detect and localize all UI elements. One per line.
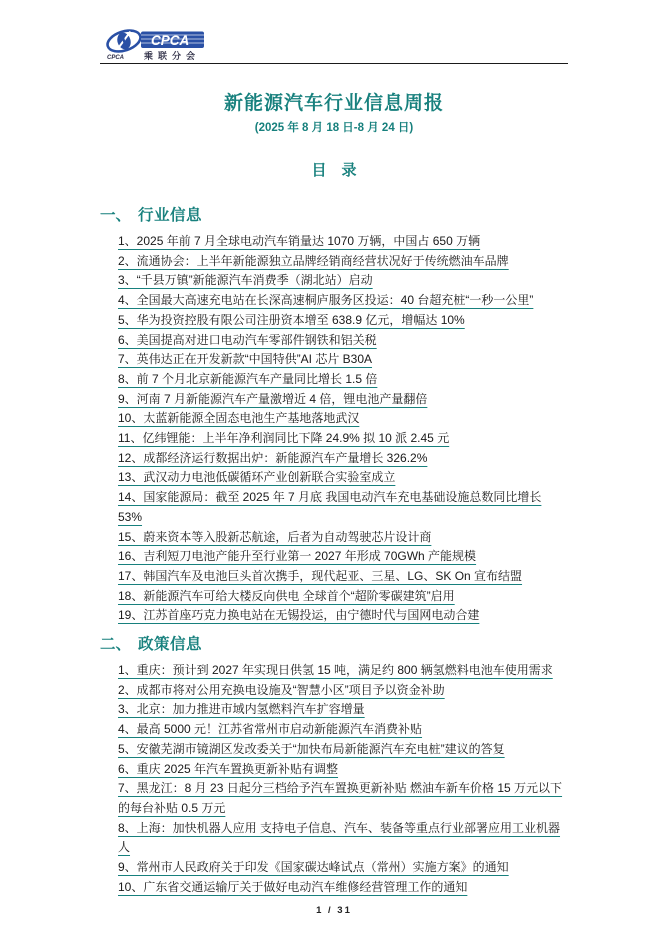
toc-item-link[interactable]: 19、江苏首座巧克力换电站在无锡投运，由宁德时代与国网电动合建 xyxy=(118,608,480,623)
toc-item-link[interactable]: 10、太蓝新能源全固态电池生产基地落地武汉 xyxy=(118,411,360,426)
toc-item-link[interactable]: 8、前 7 个月北京新能源汽车产量同比增长 1.5 倍 xyxy=(118,371,378,386)
toc-item-link[interactable]: 4、最高 5000 元！江苏省常州市启动新能源汽车消费补贴 xyxy=(118,722,423,737)
report-date-range: (2025 年 8 月 18 日-8 月 24 日) xyxy=(254,122,414,134)
toc-item-link[interactable]: 12、成都经济运行数据出炉：新能源汽车产量增长 326.2% xyxy=(118,450,428,465)
section-title: 政策信息 xyxy=(138,636,203,654)
toc-item-link[interactable]: 2、流通协会：上半年新能源独立品牌经销商经营状况好于传统燃油车品牌 xyxy=(118,253,509,268)
toc-item-link[interactable]: 2、成都市将对公用充换电设施及“智慧小区”项目予以资金补助 xyxy=(118,682,445,697)
toc-item-link[interactable]: 4、全国最大高速充电站在长深高速桐庐服务区投运：40 台超充桩“一秒一公里” xyxy=(118,293,534,308)
section-header xyxy=(100,634,568,656)
toc-item-link[interactable]: 7、黑龙江：8 月 23 日起分三档给予汽车置换更新补贴 燃油车新车价格 15 万元以下的每台补贴 0.5 万元 xyxy=(118,781,563,815)
logo-box-text: CPCA xyxy=(151,33,190,48)
toc-section-industry xyxy=(100,205,568,626)
toc-item-link[interactable]: 1、2025 年前 7 月全球电动汽车销量达 1070 万辆，中国占 650 万辆 xyxy=(118,234,481,248)
toc-section-policy xyxy=(100,634,568,897)
toc-item-list xyxy=(100,661,568,897)
toc-item-link[interactable]: 5、华为投资控股有限公司注册资本增至 638.9 亿元，增幅达 10% xyxy=(118,312,465,327)
section-header xyxy=(100,205,568,227)
header-divider xyxy=(100,63,568,64)
toc-item-link[interactable]: 10、广东省交通运输厅关于做好电动汽车维修经营管理工作的通知 xyxy=(118,879,468,894)
toc-item-link[interactable]: 6、重庆 2025 年汽车置换更新补贴有调整 xyxy=(118,761,339,776)
cpca-logo-icon xyxy=(104,28,204,61)
toc-item-link[interactable]: 5、安徽芜湖市镜湖区发改委关于“加快布局新能源汽车充电桩”建议的答复 xyxy=(118,741,505,756)
logo-small-text: CPCA xyxy=(107,55,125,61)
toc-item-link[interactable]: 9、河南 7 月新能源汽车产量激增近 4 倍，锂电池产量翻倍 xyxy=(118,391,428,406)
toc-item-link[interactable]: 3、北京：加力推进市域内氢燃料汽车扩容增量 xyxy=(118,702,365,717)
logo-cn-text: 乘联分会 xyxy=(144,51,201,61)
section-title: 行业信息 xyxy=(138,207,203,224)
page-number: 1 / 31 xyxy=(316,904,352,916)
toc-item-link[interactable]: 13、武汉动力电池低碳循环产业创新联合实验室成立 xyxy=(118,470,396,485)
toc-item-link[interactable]: 17、韩国汽车及电池巨头首次携手，现代起亚、三星、LG、SK On 宣布结盟 xyxy=(118,568,523,583)
toc-item-link[interactable]: 1、重庆：预计到 2027 年实现日供氢 15 吨，满足约 800 辆氢燃料电池车使用需求 xyxy=(118,663,553,678)
toc-item-link[interactable]: 14、国家能源局：截至 2025 年 7 月底 我国电动汽车充电基础设施总数同比增长 53% xyxy=(118,490,542,524)
cpca-logo xyxy=(104,28,204,61)
toc-heading: 目 录 xyxy=(311,162,357,179)
toc-item-link[interactable]: 16、吉利短刀电池产能升至行业第一 2027 年形成 70GWh 产能规模 xyxy=(118,549,477,564)
toc-item-link[interactable]: 18、新能源汽车可给大楼反向供电 全球首个“超阶零碳建筑”启用 xyxy=(118,588,455,603)
toc-item-link[interactable]: 8、上海：加快机器人应用 支持电子信息、汽车、装备等重点行业部署应用工业机器人 xyxy=(118,820,561,855)
page-title: 新能源汽车行业信息周报 xyxy=(223,93,444,114)
toc-item-link[interactable]: 6、美国提高对进口电动汽车零部件钢铁和铝关税 xyxy=(118,332,377,347)
toc-item-link[interactable]: 9、常州市人民政府关于印发《国家碳达峰试点（常州）实施方案》的通知 xyxy=(118,860,509,875)
toc-item-link[interactable]: 3、“千县万镇”新能源汽车消费季（湖北站）启动 xyxy=(118,273,373,288)
toc-item-link[interactable]: 7、英伟达正在开发新款“中国特供”AI 芯片 B30A xyxy=(118,352,373,367)
toc-item-list xyxy=(100,232,568,626)
toc-item-link[interactable]: 11、亿纬锂能：上半年净利润同比下降 24.9% 拟 10 派 2.45 元 xyxy=(118,431,450,446)
section-number: 一、 xyxy=(100,207,132,224)
toc-item-link[interactable]: 15、蔚来资本等入股新芯航途，后者为自动驾驶芯片设计商 xyxy=(118,529,432,544)
section-number: 二、 xyxy=(100,636,132,654)
